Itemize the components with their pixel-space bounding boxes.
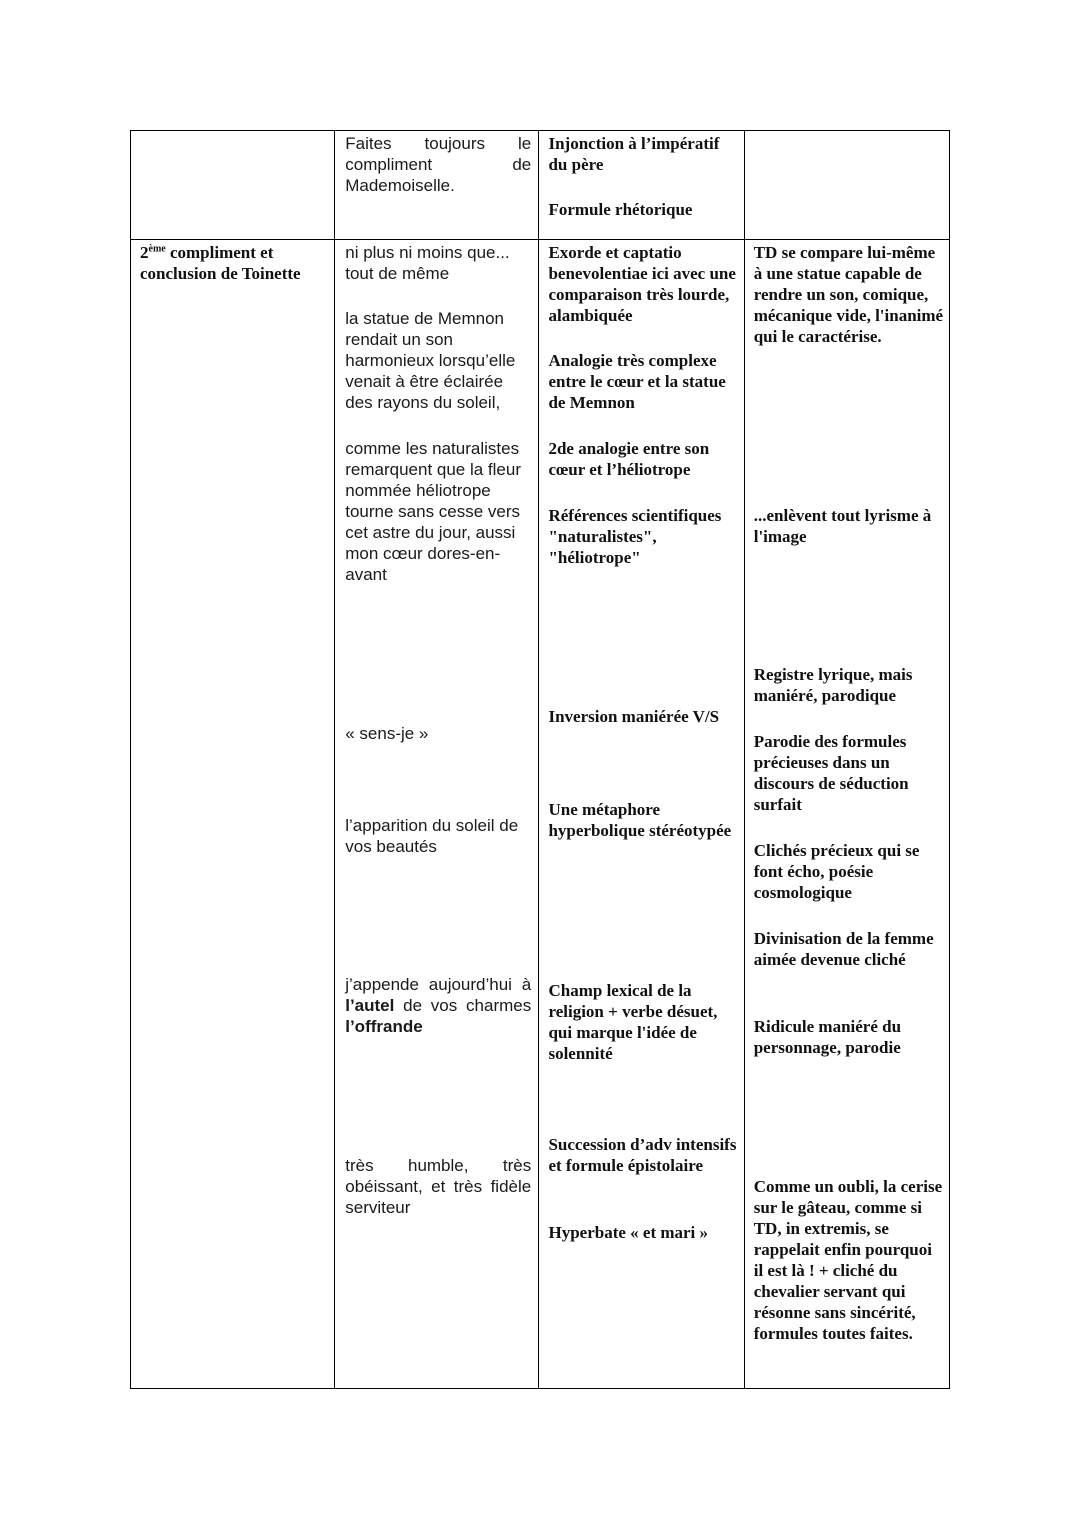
interpretation-text: Comme un oubli, la cerise sur le gâteau, comme si TD, in extremis, se rappelait enfin pourquoi il est là ! + cliché du chevalier servant qui résonne sans sincérité, formules toutes faites.: [753, 1177, 943, 1343]
table-row: [131, 131, 950, 240]
quote-cell: [335, 240, 539, 1389]
procede-text: Références scientifiques "naturalistes", "héliotrope": [548, 506, 722, 567]
quote-text: très humble, très obéissant, et très fidèle serviteur: [345, 1156, 532, 1217]
table-row: [131, 240, 950, 1389]
procede-text: Hyperbate « et mari »: [548, 1223, 709, 1242]
interpretation-text: Ridicule maniéré du personnage, parodie: [753, 1017, 902, 1057]
procede-text: 2de analogie entre son cœur et l’héliotrope: [548, 439, 710, 479]
quote-text: ni plus ni moins que... tout de même: [345, 243, 510, 283]
section-cell: [131, 240, 335, 1389]
interpretation-text: TD se compare lui-même à une statue capable de rendre un son, comique, mécanique vide, l'inanimé qui le caractérise.: [753, 243, 944, 346]
quote-text: Faites toujours le compliment de Mademoiselle.: [345, 134, 532, 195]
quote-cell: [335, 131, 539, 240]
quote-text: « sens-je »: [345, 724, 429, 743]
interpretation-text: ...enlèvent tout lyrisme à l'image: [753, 506, 932, 546]
section-title: 2ème compliment et conclusion de Toinette: [140, 243, 301, 283]
interpretation-cell: [744, 240, 949, 1389]
interpretation-text: Parodie des formules précieuses dans un discours de séduction surfait: [753, 732, 909, 814]
quote-text: l’apparition du soleil de vos beautés: [345, 816, 519, 856]
quote-text: j’appende aujourd’hui à l’autel de vos charmes l’offrande: [345, 975, 532, 1036]
procede-text: Analogie très complexe entre le cœur et la statue de Memnon: [548, 351, 726, 412]
interpretation-text: Divinisation de la femme aimée devenue cliché: [753, 929, 934, 969]
procede-text: Champ lexical de la religion + verbe désuet, qui marque l'idée de solennité: [548, 981, 718, 1063]
interpretation-text: Registre lyrique, mais maniéré, parodique: [753, 665, 913, 705]
procede-cell: [539, 131, 744, 240]
interpretation-text: Clichés précieux qui se font écho, poésie cosmologique: [753, 841, 920, 902]
procede-cell: [539, 240, 744, 1389]
procede-text: Injonction à l’impératif du père: [548, 134, 720, 174]
procede-text: Succession d’adv intensifs et formule épistolaire: [548, 1135, 737, 1175]
procede-text: Exorde et captatio benevolentiae ici avec une comparaison très lourde, alambiquée: [548, 243, 736, 325]
analysis-table: [130, 130, 950, 1389]
procede-text: Une métaphore hyperbolique stéréotypée: [548, 800, 732, 840]
quote-text: la statue de Memnon rendait un son harmonieux lorsqu’elle venait à être éclairée des rayons du soleil,: [345, 309, 516, 412]
section-cell: [131, 131, 335, 240]
interpretation-cell: [744, 131, 949, 240]
quote-text: comme les naturalistes remarquent que la fleur nommée héliotrope tourne sans cesse vers cet astre du jour, aussi mon cœur dores-en-avant: [345, 439, 522, 584]
procede-text: Formule rhétorique: [548, 200, 693, 219]
procede-text: Inversion maniérée V/S: [548, 707, 720, 726]
